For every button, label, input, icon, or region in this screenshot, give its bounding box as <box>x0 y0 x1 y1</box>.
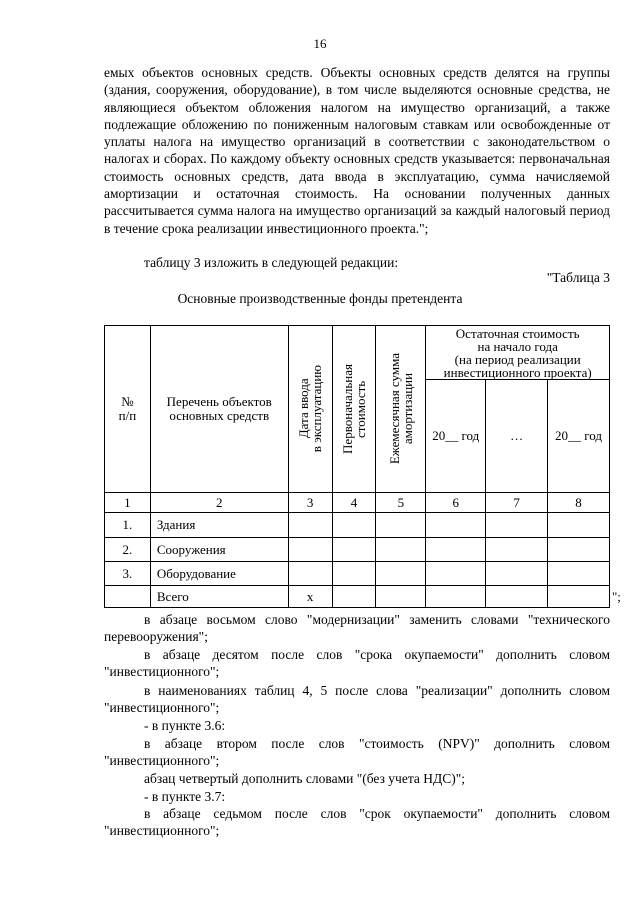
table-row <box>105 562 610 586</box>
amendment-paragraph: - в пункте 3.7: <box>144 789 226 804</box>
table-label: "Таблица 3 <box>546 270 610 285</box>
row-asset-name: Здания <box>150 513 288 538</box>
col-num-7: 7 <box>486 493 548 513</box>
row-number: 2. <box>105 538 151 562</box>
intro-paragraph: емых объектов основных средств. Объекты основных средств делятся на группы (здания, сооружения, оборудование), в том числе выделяются основные средства, не являющиеся объектом обложения налогом на имущество организаций, а также подлежащие обложению по пониженным налоговым ставкам или освобожденные от уплаты налога на имущество организаций в соответствии с законодательством о налогах и сборах. По каждому объекту основных средств указывается: первоначальная стоимость основных средств, дата ввода в эксплуатацию, сумма начисляемой амортизации и остаточная стоимость. На основании полученных данных рассчитывается сумма налога на имущество организаций за каждый налоговый период в течение срока реализации инвестиционного проекта."; <box>104 65 610 236</box>
header-asset-list: Перечень объектов основных средств <box>150 326 288 493</box>
col-num-4: 4 <box>332 493 376 513</box>
fixed-assets-table <box>104 325 610 608</box>
header-year-ellipsis: … <box>486 380 548 493</box>
header-residual-value: Остаточная стоимость на начало года (на период реализации инвестиционного проекта) <box>426 326 610 380</box>
page-number: 16 <box>313 36 327 51</box>
col-num-1: 1 <box>105 493 151 513</box>
amendment-paragraph: в абзаце десятом после слов "срока окупаемости" дополнить словом "инвестиционного"; <box>104 647 610 680</box>
table-closing-quote: "; <box>612 589 621 604</box>
total-date-mark: x <box>288 586 332 608</box>
amendment-paragraph: в наименованиях таблиц 4, 5 после слова "реализации" дополнить словом "инвестиционного"; <box>104 683 610 716</box>
amendment-paragraph: - в пункте 3.6: <box>144 718 226 733</box>
row-number: 3. <box>105 562 151 586</box>
total-row <box>105 586 610 608</box>
col-num-3: 3 <box>288 493 332 513</box>
row-number: 1. <box>105 513 151 538</box>
header-commission-date: Дата ввода в эксплуатацию <box>296 365 325 453</box>
header-number: № п/п <box>105 326 151 493</box>
col-num-6: 6 <box>426 493 486 513</box>
column-number-row <box>105 493 610 513</box>
row-asset-name: Оборудование <box>150 562 288 586</box>
header-initial-cost: Первоначальная стоимость <box>339 364 368 454</box>
col-num-5: 5 <box>376 493 426 513</box>
header-year-first: 20__ год <box>426 380 486 493</box>
col-num-8: 8 <box>548 493 610 513</box>
amendment-paragraph: в абзаце седьмом после слов "срок окупаемости" дополнить словом "инвестиционного"; <box>104 806 610 839</box>
table-title: Основные производственные фонды претендента <box>177 291 463 306</box>
amendment-paragraph: в абзаце втором после слов "стоимость (NPV)" дополнить словом "инвестиционного"; <box>104 736 610 769</box>
col-num-2: 2 <box>150 493 288 513</box>
table-row <box>105 513 610 538</box>
total-label: Всего <box>150 586 288 608</box>
header-monthly-depreciation: Ежемесячная сумма амортизации <box>386 353 415 465</box>
table-intro: таблицу 3 изложить в следующей редакции: <box>144 255 399 270</box>
row-asset-name: Сооружения <box>150 538 288 562</box>
amendment-paragraph: абзац четвертый дополнить словами "(без учета НДС)"; <box>144 771 465 786</box>
header-year-last: 20__ год <box>548 380 610 493</box>
amendment-paragraph: в абзаце восьмом слово "модернизации" заменить словами "технического перевооружения"; <box>104 612 610 645</box>
table-row <box>105 538 610 562</box>
